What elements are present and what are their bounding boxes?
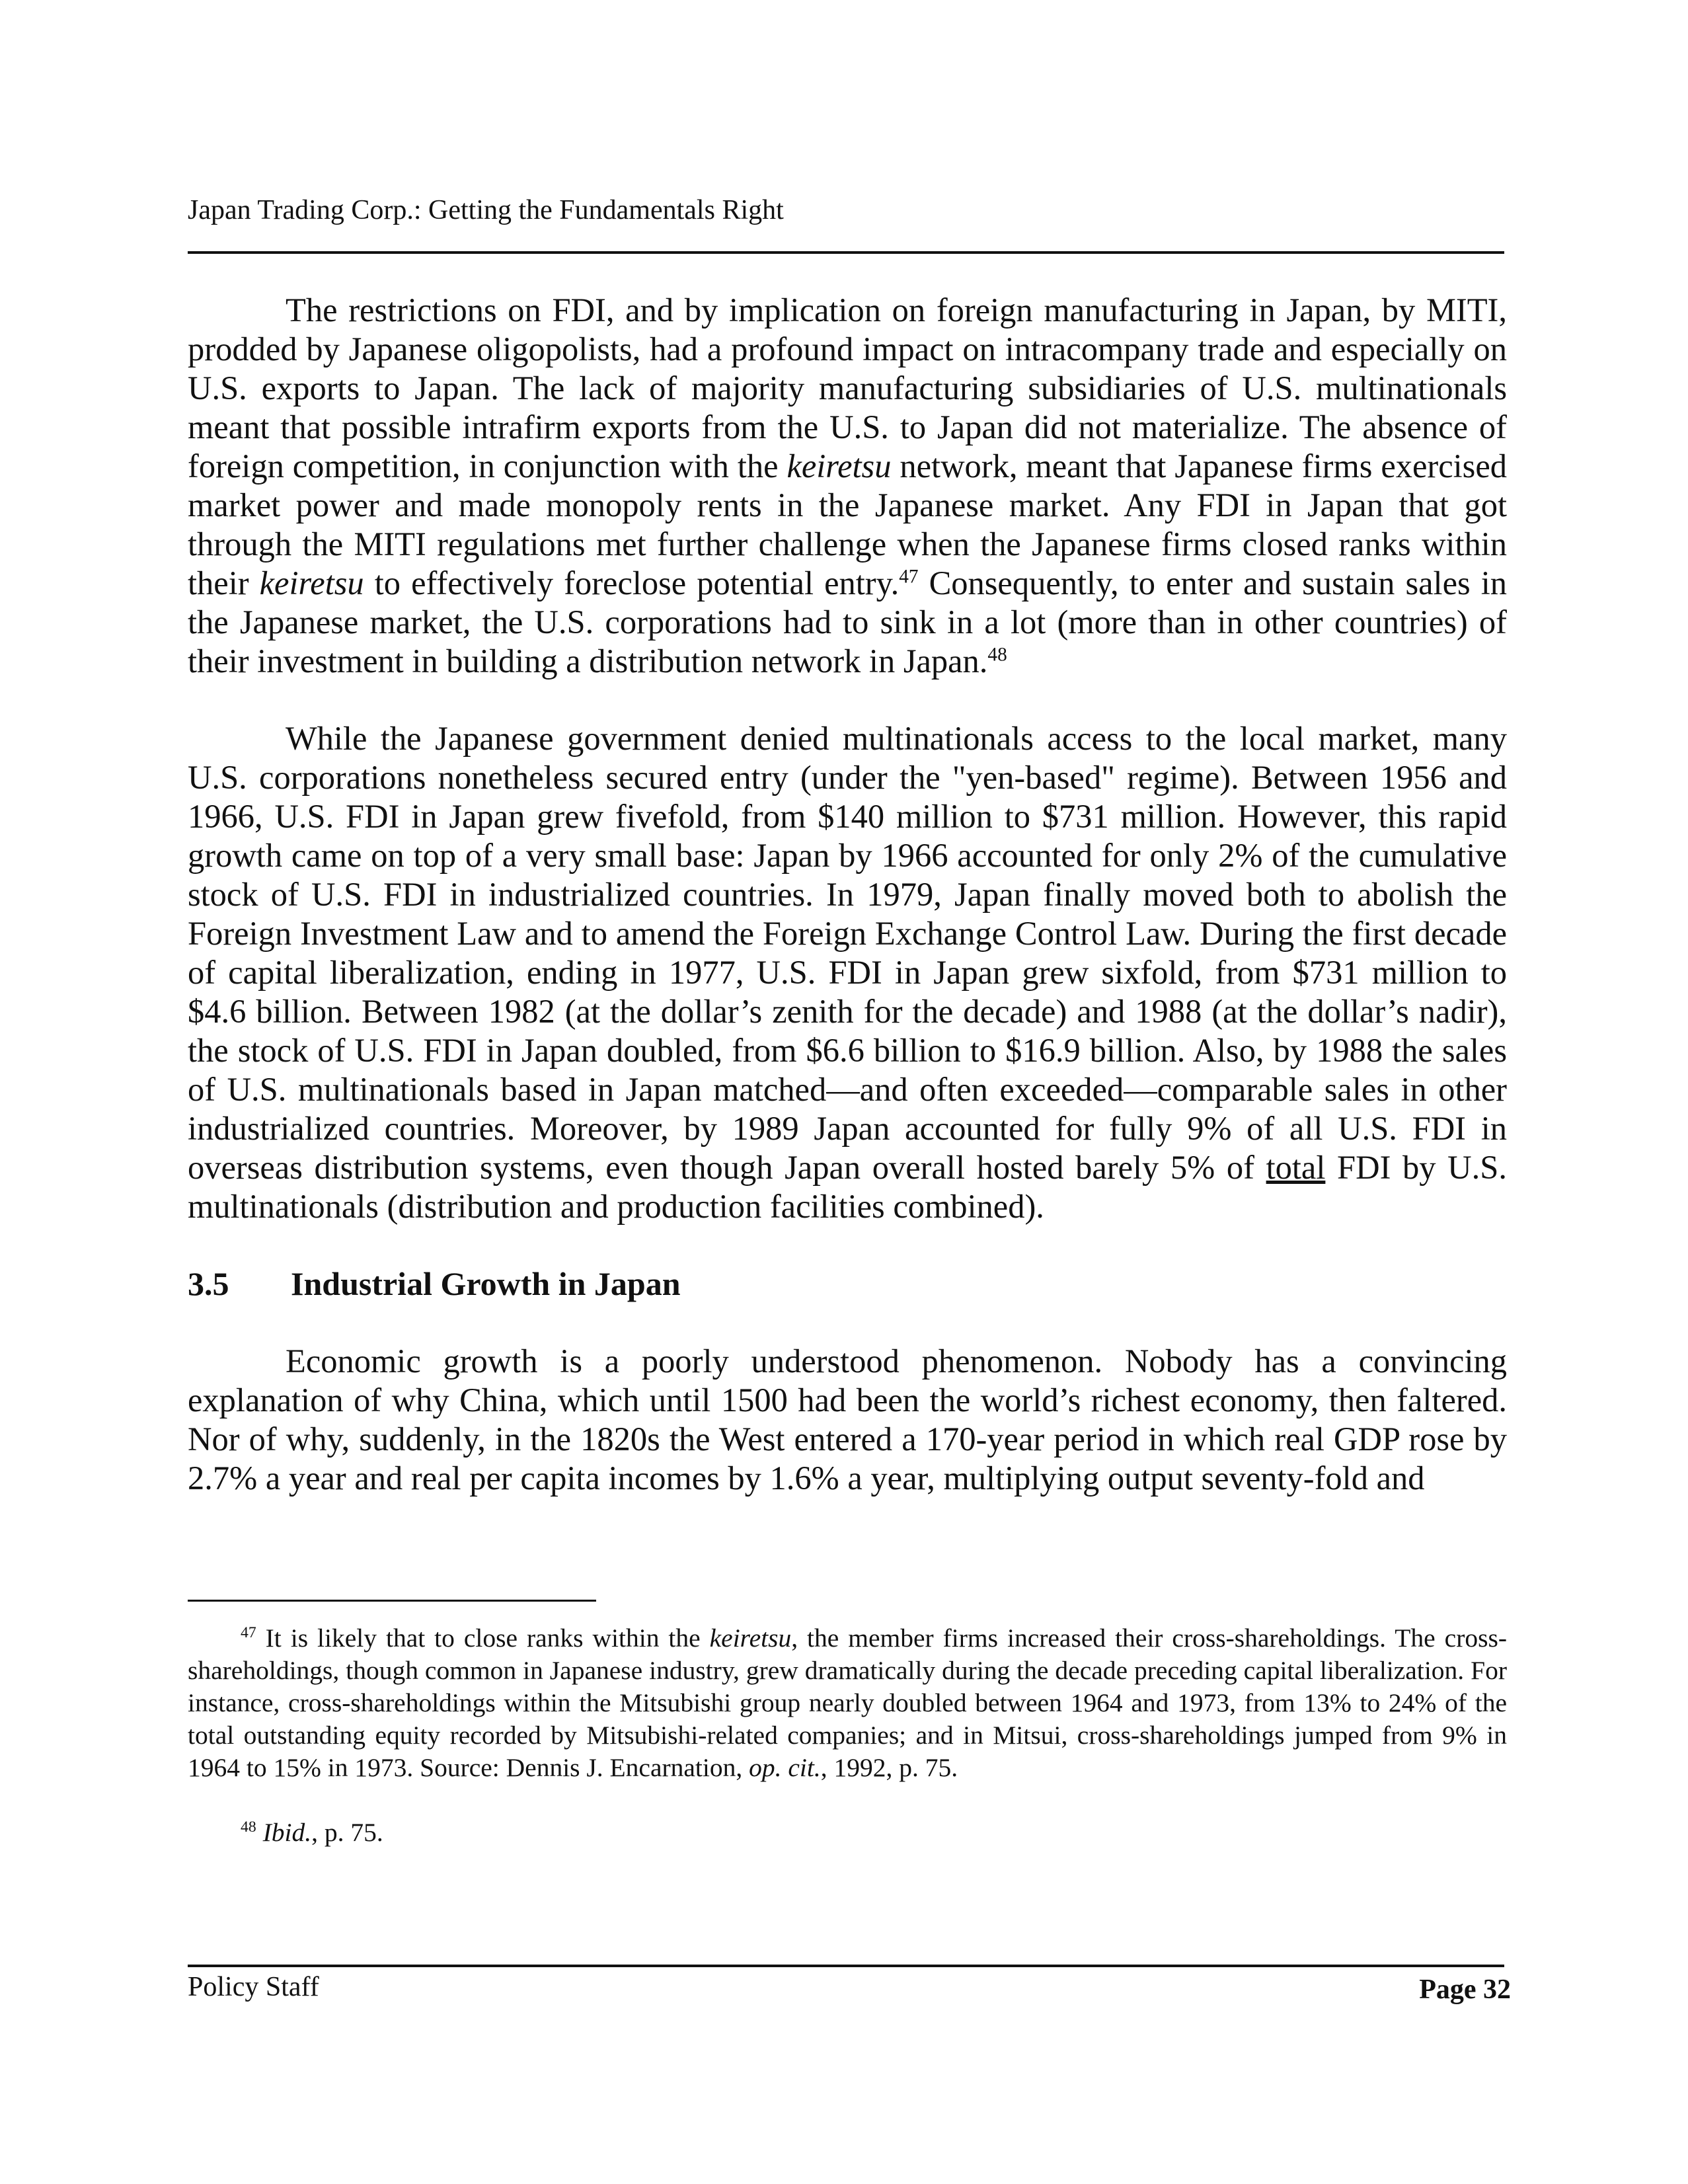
footnote-ref-47[interactable]: 47 bbox=[899, 566, 919, 588]
footnote-mark: 48 bbox=[241, 1818, 256, 1836]
section-heading bbox=[188, 1265, 1507, 1304]
footnotes bbox=[188, 1622, 1507, 1881]
footnote-separator bbox=[188, 1600, 596, 1602]
footer-rule bbox=[188, 1965, 1504, 1967]
footnote-47: $^{47}$ It is likely that to close ranks within the keiretsu, the member firms increased their cross-shareholdings. The cross-shareholdings, though common in Japanese industry, grew dramatically during the decade preceding capital liberalization. For instance, cross-shareholdings within the Mitsubishi group nearly doubled between 1964 and 1973, from 13% to 24% of the total outstanding equity recorded by Mitsubishi-related companies; and in Mitsui, cross-shareholdings jumped from 9% in 1964 to 15% in 1973. Source: Dennis J. Encarnation, op. cit., 1992, p. 75. bbox=[188, 1623, 1507, 1782]
footnote-48: $^{48}$ Ibid., p. 75. bbox=[241, 1818, 383, 1847]
paragraph-economic-growth: Economic growth is a poorly understood phenomenon. Nobody has a convincing explanation of why China, which until 1500 had been the world’s richest economy, then faltered. Nor of why, suddenly, in the 1820s the West entered a 170-year period in which real GDP rose by 2.7% a year and real per capita incomes by 1.6% a year, multiplying output seventy-fold and bbox=[188, 1343, 1507, 1497]
section-title: Industrial Growth in Japan bbox=[291, 1265, 681, 1302]
header-rule bbox=[188, 251, 1504, 254]
section-number: 3.5 bbox=[188, 1265, 229, 1302]
paragraph-fdi-restrictions: The restrictions on FDI, and by implication on foreign manufacturing in Japan, by MITI, prodded by Japanese oligopolists, had a profound impact on intracompany trade and especially on U.S. exports to Japan. The lack of majority manufacturing subsidiaries of U.S. multinationals meant that possible intrafirm exports from the U.S. to Japan did not materialize. The absence of foreign competition, in conjunction with the keiretsu network, meant that Japanese firms exercised market power and made monopoly rents in the Japanese market. Any FDI in Japan that got through the MITI regulations met further challenge when the Japanese firms closed ranks within their keiretsu to effectively foreclose potential entry.$^{47}$ Consequently, to enter and sustain sales in the Japanese market, the U.S. corporations had to sink in a lot (more than in other countries) of their investment in building a distribution network in Japan.$^{48}$ bbox=[188, 292, 1508, 680]
footnote-ref-48[interactable]: 48 bbox=[987, 644, 1007, 666]
body-text bbox=[188, 291, 1507, 1498]
running-header: Japan Trading Corp.: Getting the Fundamentals Right bbox=[188, 195, 784, 225]
footer-department: Policy Staff bbox=[188, 1972, 319, 2002]
page-number: Page 32 bbox=[1419, 1974, 1511, 2005]
footnote-mark: 47 bbox=[241, 1623, 256, 1641]
paragraph-us-fdi-growth: While the Japanese government denied multinationals access to the local market, many U.S. corporations nonetheless secured entry (under the "yen-based" regime). Between 1956 and 1966, U.S. FDI in Japan grew fivefold, from $140 million to $731 million. However, this rapid growth came on top of a very small base: Japan by 1966 accounted for only 2% of the cumulative stock of U.S. FDI in industrialized countries. In 1979, Japan finally moved both to abolish the Foreign Investment Law and to amend the Foreign Exchange Control Law. During the first decade of capital liberalization, ending in 1977, U.S. FDI in Japan grew sixfold, from $731 million to $4.6 billion. Between 1982 (at the dollar’s zenith for the decade) and 1988 (at the dollar’s nadir), the stock of U.S. FDI in Japan doubled, from $6.6 billion to $16.9 billion. Also, by 1988 the sales of U.S. multinationals based in Japan matched—and often exceeded—comparable sales in other industrialized countries. Moreover, by 1989 Japan accounted for fully 9% of all U.S. FDI in overseas distribution systems, even though Japan overall hosted barely 5% of total FDI by U.S. multinationals (distribution and production facilities combined). bbox=[188, 720, 1507, 1225]
